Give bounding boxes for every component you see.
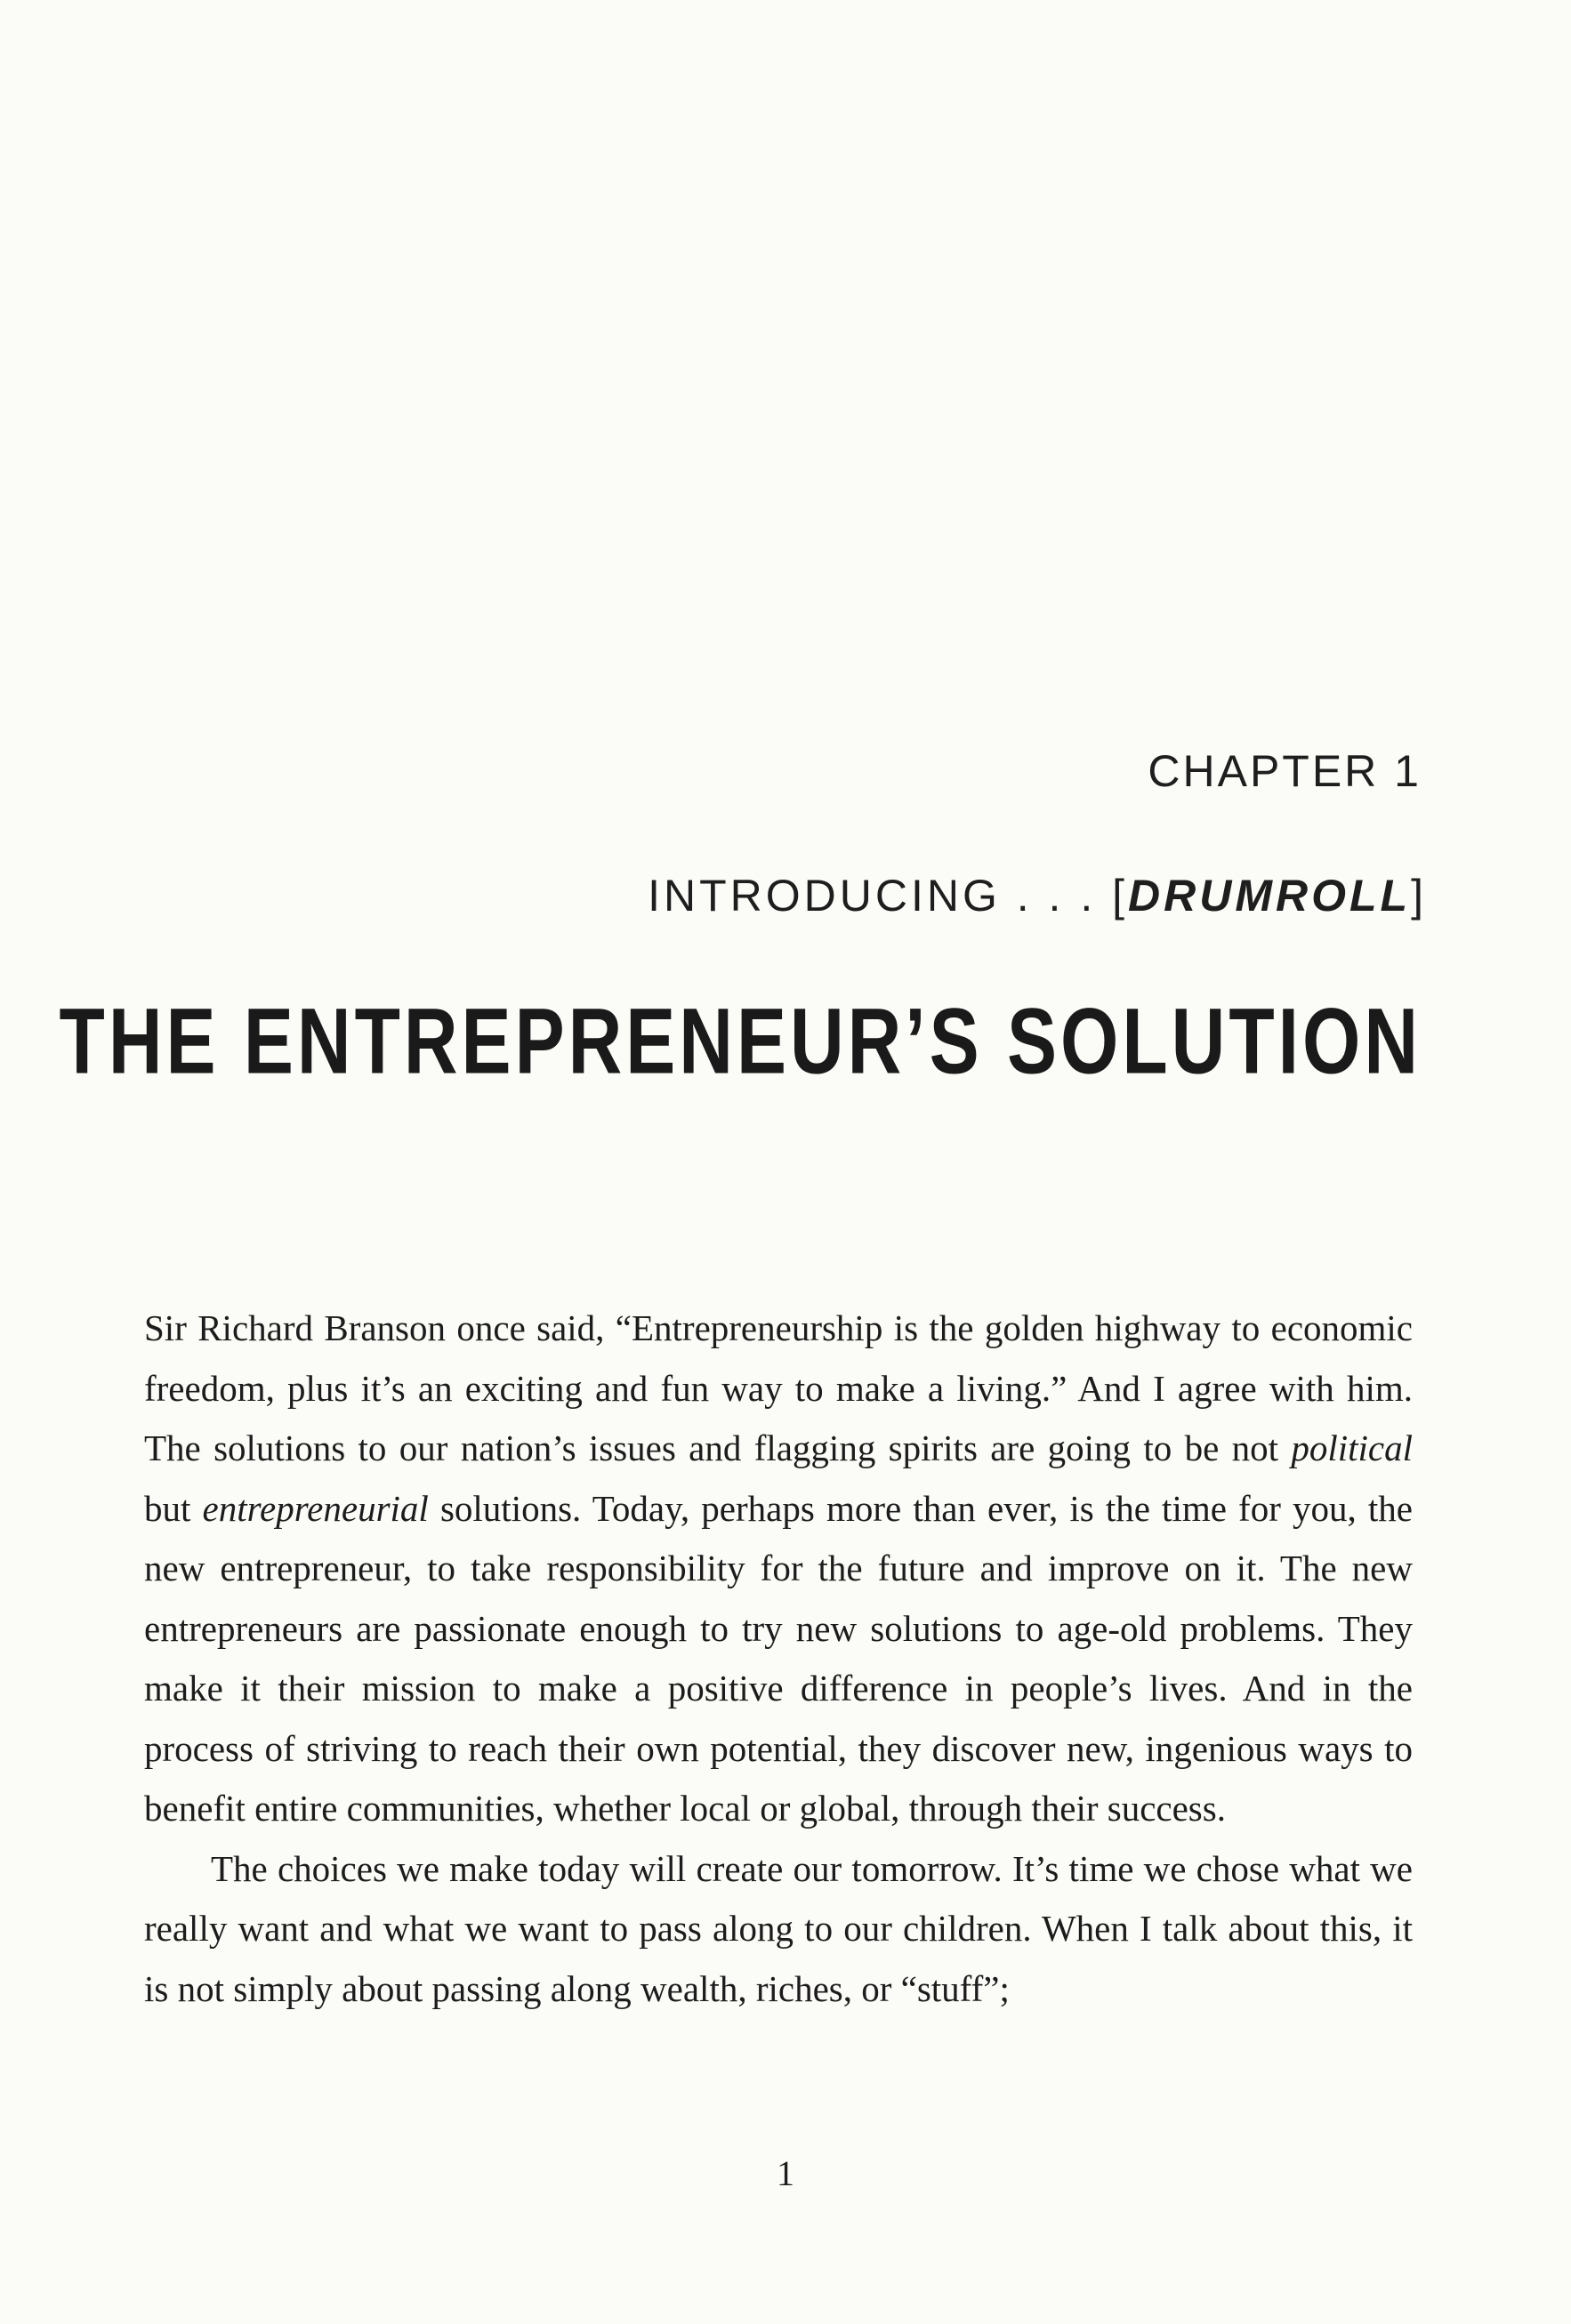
paragraph-1-text-a: Sir Richard Branson once said, “Entrepreneurship is the golden highway to economic freedom, plus it’s an exciting and fun way to make a living.” And I agree with him. The solutions to our nation’s issues and flagging spirits are going to be not <box>144 1307 1413 1468</box>
page-number: 1 <box>777 2153 794 2193</box>
chapter-kicker-emphasis: DRUMROLL <box>1128 871 1412 921</box>
chapter-kicker <box>648 870 1427 921</box>
chapter-title: THE ENTREPRENEUR’S SOLUTION <box>59 988 1422 1093</box>
paragraph-1-text-b: but <box>144 1487 203 1529</box>
chapter-kicker-prefix: INTRODUCING . . . [ <box>648 871 1129 921</box>
paragraph-1-italic-political: political <box>1291 1427 1413 1468</box>
chapter-kicker-suffix: ] <box>1411 871 1427 921</box>
paragraph-1 <box>144 1299 1413 1839</box>
paragraph-1-text-c: solutions. Today, perhaps more than ever, is the time for you, the new entrepreneur, to take responsibility for the future and improve on it. The new entrepreneurs are passionate enough to try new solutions to age-old problems. They make it their mission to make a positive difference in people’s lives. And in the process of striving to reach their own potential, they discover new, ingenious ways to benefit entire communities, whether local or global, through their success. <box>144 1487 1413 1829</box>
paragraph-2: The choices we make today will create our tomorrow. It’s time we chose what we really want and what we want to pass along to our children. When I talk about this, it is not simply about passing along wealth, riches, or “stuff”; <box>144 1847 1413 2009</box>
chapter-number: CHAPTER 1 <box>1148 746 1422 796</box>
body-text <box>144 1299 1413 2019</box>
paragraph-1-italic-entrepreneurial: entrepreneurial <box>202 1487 429 1529</box>
